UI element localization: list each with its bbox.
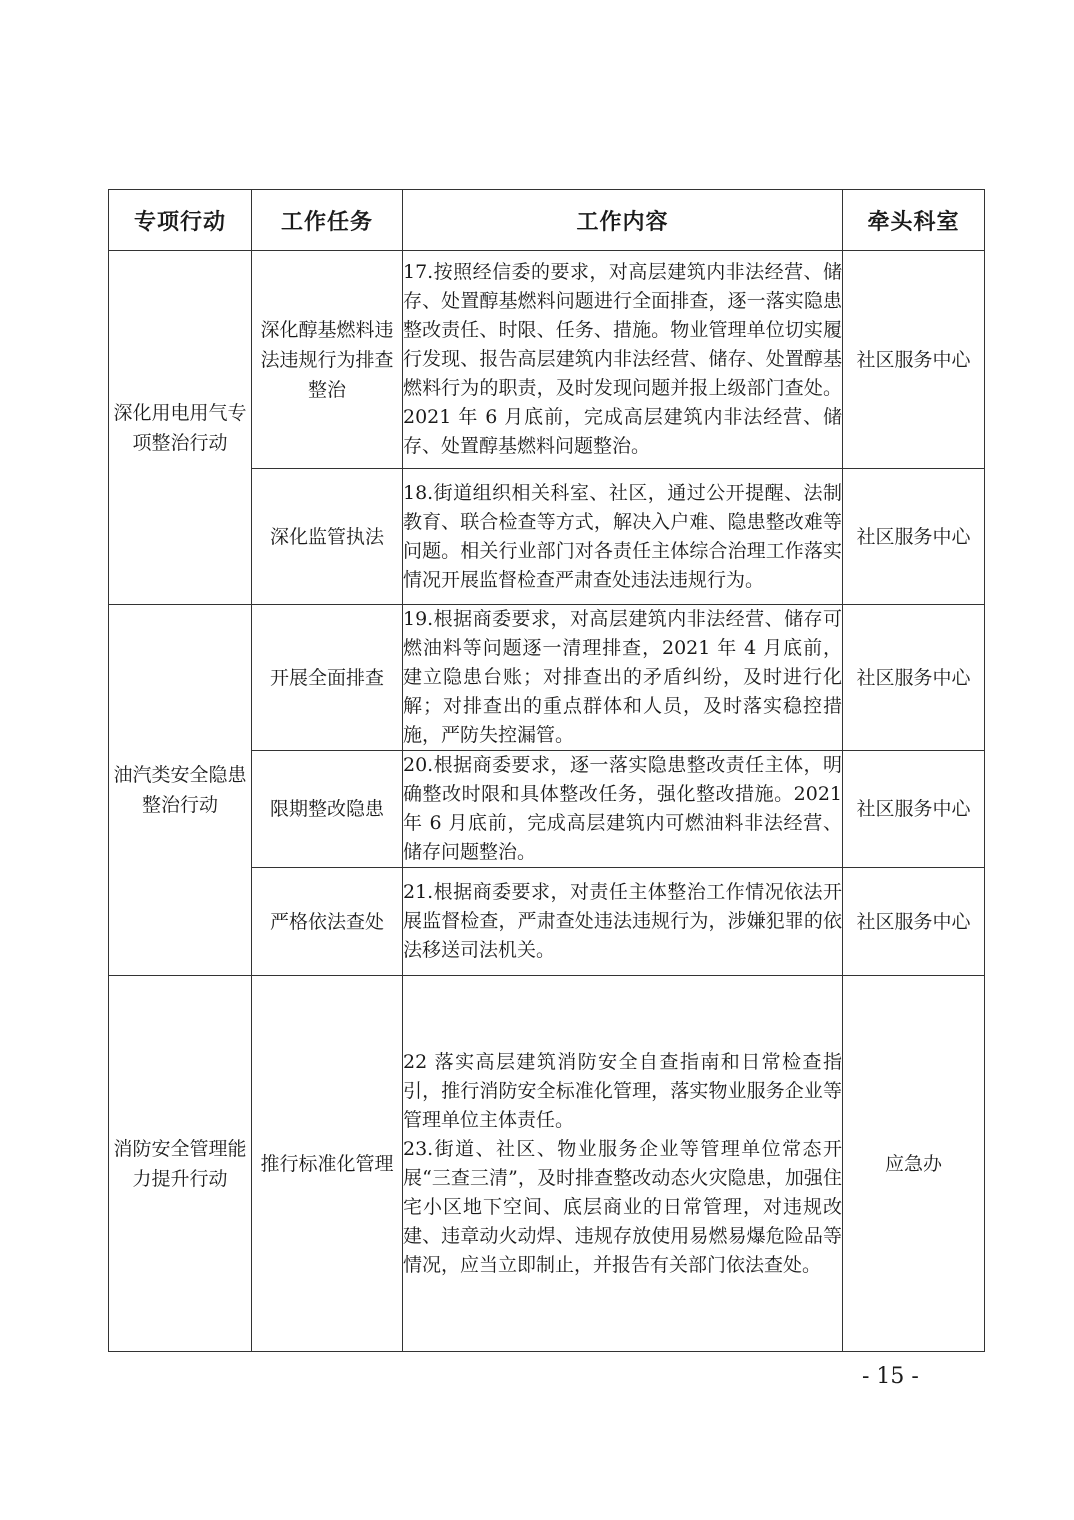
action-cell: 消防安全管理能力提升行动 — [109, 976, 252, 1352]
table-row — [109, 605, 985, 751]
action-cell: 油汽类安全隐患整治行动 — [109, 605, 252, 976]
department-cell: 社区服务中心 — [843, 469, 985, 605]
task-cell: 深化监管执法 — [252, 469, 403, 605]
content-cell — [403, 251, 843, 469]
task-table — [108, 189, 985, 1352]
action-cell: 深化用电用气专项整治行动 — [109, 251, 252, 605]
department-cell: 应急办 — [843, 976, 985, 1352]
header-lead-department: 牵头科室 — [843, 190, 985, 251]
task-cell: 开展全面排查 — [252, 605, 403, 751]
task-cell: 严格依法查处 — [252, 868, 403, 976]
header-special-action: 专项行动 — [109, 190, 252, 251]
task-cell: 限期整改隐患 — [252, 751, 403, 868]
content-paragraph: 22 落实高层建筑消防安全自查指南和日常检查指引，推行消防安全标准化管理，落实物业服务企业等管理单位主体责任。 — [403, 1050, 842, 1131]
content-cell — [403, 976, 843, 1352]
content-cell — [403, 605, 843, 751]
content-paragraph: 19.根据商委要求，对高层建筑内非法经营、储存可燃油料等问题逐一清理排查，2021 年 4 月底前，建立隐患台账；对排查出的矛盾纠纷，及时进行化解；对排查出的重点群体和人员，及时落实稳控措施，严防失控漏管。 — [403, 608, 842, 746]
task-cell: 深化醇基燃料违法违规行为排查整治 — [252, 251, 403, 469]
table-row — [109, 976, 985, 1352]
department-cell: 社区服务中心 — [843, 868, 985, 976]
header-work-task: 工作任务 — [252, 190, 403, 251]
table-row — [109, 251, 985, 469]
content-paragraph: 23.街道、社区、物业服务企业等管理单位常态开展“三查三清”，及时排查整改动态火灾隐患，加强住宅小区地下空间、底层商业的日常管理，对违规改建、违章动火动焊、违规存放使用易燃易爆危险品等情况，应当立即制止，并报告有关部门依法查处。 — [403, 1137, 842, 1276]
department-cell: 社区服务中心 — [843, 251, 985, 469]
content-paragraph: 21.根据商委要求，对责任主体整治工作情况依法开展监督检查，严肃查处违法违规行为，涉嫌犯罪的依法移送司法机关。 — [403, 881, 842, 961]
content-paragraph: 18.街道组织相关科室、社区，通过公开提醒、法制教育、联合检查等方式，解决入户难、隐患整改难等问题。相关行业部门对各责任主体综合治理工作落实情况开展监督检查严肃查处违法违规行为。 — [403, 481, 842, 591]
content-cell — [403, 751, 843, 868]
content-cell — [403, 868, 843, 976]
header-work-content: 工作内容 — [403, 190, 843, 251]
content-paragraph: 20.根据商委要求，逐一落实隐患整改责任主体，明确整改时限和具体整改任务，强化整改措施。2021 年 6 月底前，完成高层建筑内可燃油料非法经营、储存问题整治。 — [403, 754, 842, 863]
department-cell: 社区服务中心 — [843, 751, 985, 868]
table-header-row — [109, 190, 985, 251]
department-cell: 社区服务中心 — [843, 605, 985, 751]
page-number: - 15 - — [862, 1364, 919, 1389]
content-cell — [403, 469, 843, 605]
task-cell: 推行标准化管理 — [252, 976, 403, 1352]
content-paragraph: 17.按照经信委的要求，对高层建筑内非法经营、储存、处置醇基燃料问题进行全面排查，逐一落实隐患整改责任、时限、任务、措施。物业管理单位切实履行发现、报告高层建筑内非法经营、储存、处置醇基燃料行为的职责，及时发现问题并报上级部门查处。2021 年 6 月底前，完成高层建筑内非法经营、储存、处置醇基燃料问题整治。 — [403, 261, 842, 457]
